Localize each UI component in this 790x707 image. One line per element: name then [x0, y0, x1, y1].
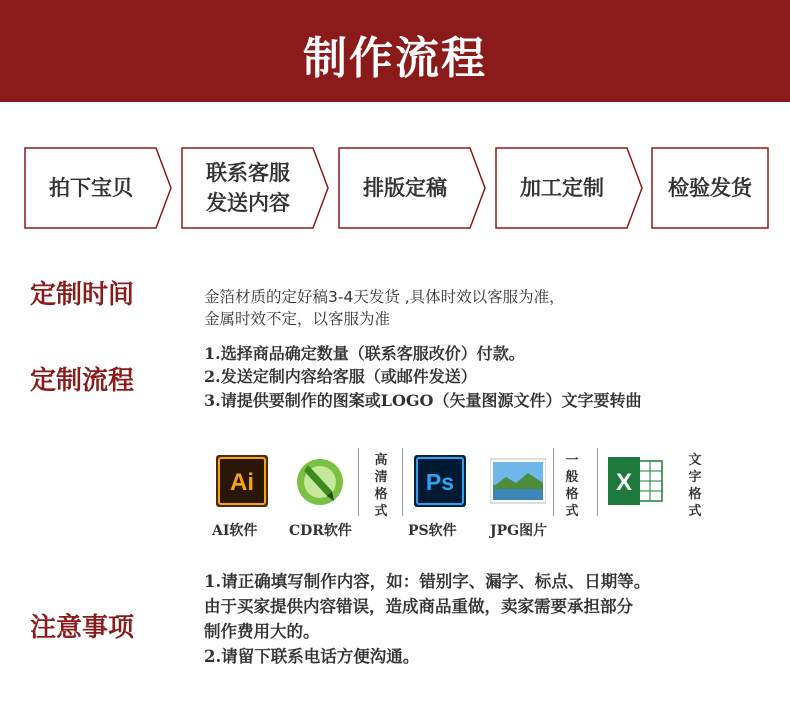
excel-icon-text: X: [615, 469, 633, 496]
section-title-time: 定制时间: [30, 280, 135, 310]
step-2-label: [181, 147, 329, 229]
notes-line-4: 2.请留下联系电话方便沟通。: [204, 647, 420, 666]
divider: [358, 448, 359, 516]
step-4-label: 加工定制: [520, 175, 604, 200]
notes-line-1: 1.请正确填写制作内容，如：错别字、漏字、标点、日期等。: [204, 572, 651, 591]
section-title-process: 定制流程: [30, 366, 135, 396]
step-5: [651, 147, 769, 229]
jpg-label: JPG图片: [490, 523, 548, 539]
ai-label: AI软件: [212, 523, 258, 539]
ps-icon-text: Ps: [425, 469, 455, 495]
ps-icon: [414, 455, 466, 507]
time-line-2: 金属时效不定，以客服为准: [204, 310, 391, 328]
notes-line-3: 制作费用大的。: [204, 622, 320, 641]
process-line-1: 1.选择商品确定数量（联系客服改价）付款。: [204, 344, 525, 363]
step-4: [495, 147, 643, 229]
format-group-text: 文字格式: [688, 453, 702, 519]
step-2-text: 联系客服 发送内容: [206, 160, 290, 215]
step-3: [338, 147, 486, 229]
cdr-label: CDR软件: [289, 523, 352, 539]
step-1-label: 拍下宝贝: [49, 175, 133, 200]
section-title-notes: 注意事项: [30, 613, 135, 643]
excel-icon: [608, 455, 664, 507]
jpg-image-icon: [490, 455, 546, 507]
ai-icon-text: Ai: [230, 469, 254, 496]
format-group-hd: 高清格式: [374, 453, 388, 519]
divider: [402, 448, 403, 516]
step-5-label: 检验发货: [668, 175, 752, 200]
notes-line-2: 由于买家提供内容错误，造成商品重做，卖家需要承担部分: [204, 597, 633, 616]
page-title: 制作流程: [303, 33, 487, 84]
process-line-3: 3.请提供要制作的图案或LOGO（矢量图源文件）文字要转曲: [204, 391, 642, 410]
step-3-label: 排版定稿: [363, 175, 447, 200]
format-group-normal: 一般格式: [565, 453, 579, 519]
step-1: [24, 147, 172, 229]
step-2: [181, 147, 329, 229]
process-line-2: 2.发送定制内容给客服（或邮件发送）: [204, 367, 477, 386]
divider: [553, 448, 554, 516]
ps-label: PS软件: [408, 523, 457, 539]
divider: [597, 448, 598, 516]
coreldraw-icon: [294, 455, 346, 507]
ai-icon: [216, 455, 268, 507]
time-line-1: 金箔材质的定好稿3-4天发货 ,具体时效以客服为准，: [204, 288, 565, 306]
header-banner: [0, 0, 790, 102]
